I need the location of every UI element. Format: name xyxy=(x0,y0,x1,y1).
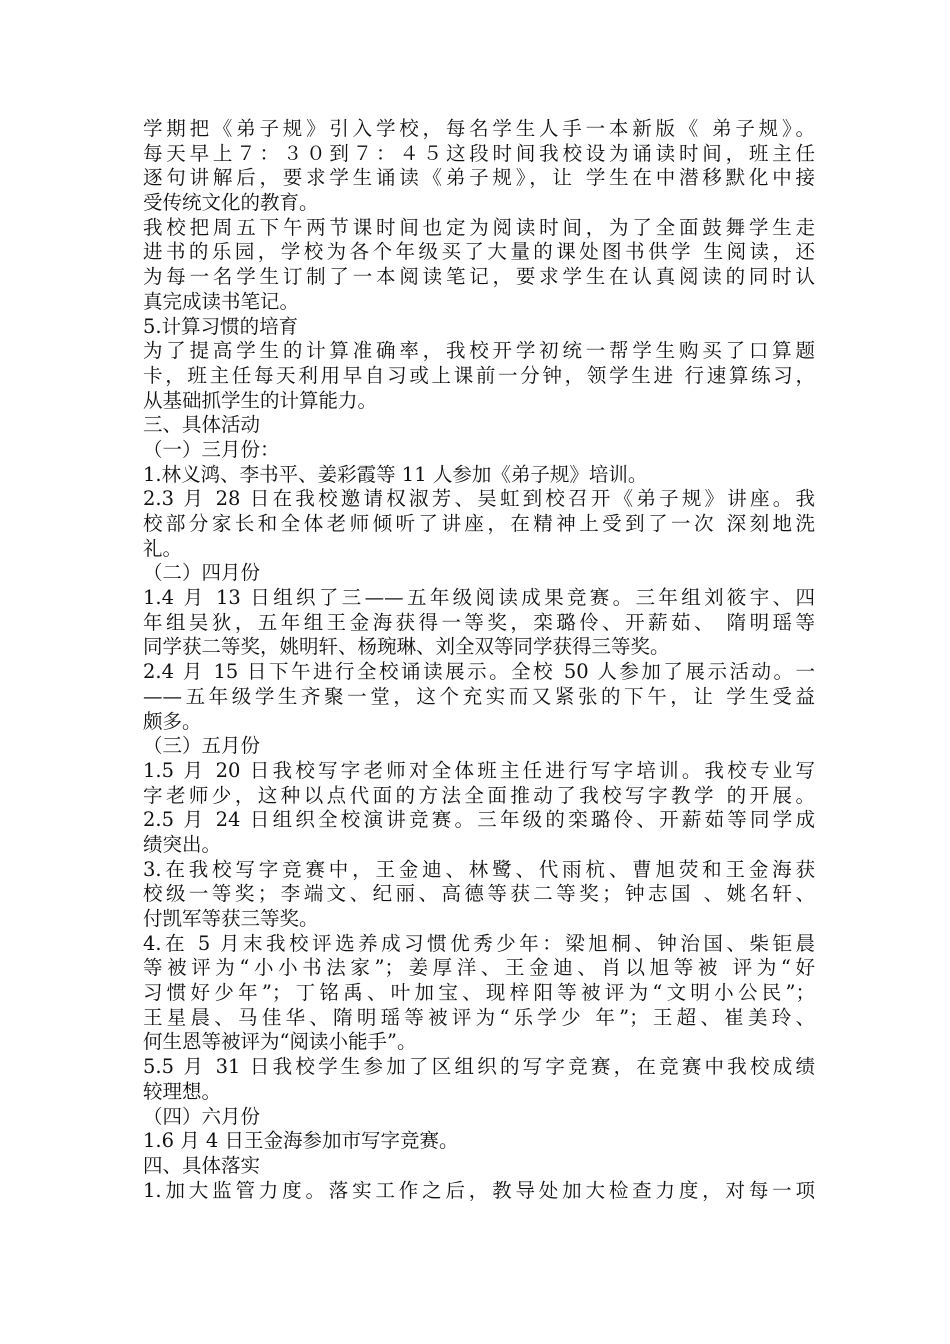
text-line: 4.在 5 月末我校评选养成习惯优秀少年：梁旭桐、钟治国、柴钜晨 xyxy=(143,931,815,955)
text-line: 2.5 月 24 日组织全校演讲竞赛。三年级的栾璐伶、开薪茹等同学成 xyxy=(143,808,815,832)
section-heading: 三、具体活动 xyxy=(143,413,261,437)
text-line: 1.林义鸿、李书平、姜彩霞等 11 人参加《弟子规》培训。 xyxy=(143,462,648,486)
text-line: 王星晨、马佳华、隋明瑶等被评为“乐学少 年”；王超、崔美玲、 xyxy=(143,1005,815,1029)
text-line: 进书的乐园，学校为各个年级买了大量的课处图书供学 生阅读，还 xyxy=(143,240,815,264)
text-line: 颇多。 xyxy=(143,709,202,733)
text-line: 我校把周五下午两节课时间也定为阅读时间，为了全面鼓舞学生走 xyxy=(143,215,815,239)
text-line: 何生恩等被评为“阅读小能手”。 xyxy=(143,1030,417,1054)
text-line: 受传统文化的教育。 xyxy=(143,191,319,215)
text-line: 2.4 月 15 日下午进行全校诵读展示。全校 50 人参加了展示活动。一 xyxy=(143,660,815,684)
subsection-heading: （三）五月份 xyxy=(143,734,261,758)
text-line: 从基础抓学生的计算能力。 xyxy=(143,388,378,412)
text-line: 真完成读书笔记。 xyxy=(143,289,300,313)
text-line: ——五年级学生齐聚一堂，这个充实而又紧张的下午，让 学生受益 xyxy=(143,684,815,708)
text-line: 卡，班主任每天利用早自习或上课前一分钟，领学生进 行速算练习， xyxy=(143,363,815,387)
text-line: 等被评为“小小书法家”；姜厚洋、王金迪、肖以旭等被 评为“好 xyxy=(143,956,815,980)
text-line: 年组吴狄，五年组王金海获得一等奖，栾璐伶、开薪茹、 隋明瑶等 xyxy=(143,610,815,634)
text-line: 习惯好少年”；丁铭禹、叶加宝、现梓阳等被评为“文明小公民”； xyxy=(143,981,815,1005)
text-line: 字老师少，这种以点代面的方法全面推动了我校写字教学 的开展。 xyxy=(143,783,815,807)
text-line: 礼。 xyxy=(143,536,183,560)
text-line: 1.6 月 4 日王金海参加市写字竞赛。 xyxy=(143,1129,459,1153)
text-line: 为每一名学生订制了一本阅读笔记，要求学生在认真阅读的同时认 xyxy=(143,265,815,289)
text-line: 绩突出。 xyxy=(143,832,222,856)
text-line: 为了提高学生的计算准确率，我校开学初统一帮学生购买了口算题 xyxy=(143,339,815,363)
text-line: 1.5 月 20 日我校写字老师对全体班主任进行写字培训。我校专业写 xyxy=(143,758,815,782)
section-heading: 5.计算习惯的培育 xyxy=(143,314,299,338)
text-line: 3.在我校写字竞赛中，王金迪、林鹭、代雨杭、曹旭荧和王金海获 xyxy=(143,857,815,881)
text-line: 2.3 月 28 日在我校邀请权淑芳、吴虹到校召开《弟子规》讲座。我 xyxy=(143,487,815,511)
text-line: 每天早上７：３０到７：４５这段时间我校设为诵读时间，班主任 xyxy=(143,141,815,165)
text-line: 学期把《弟子规》引入学校，每名学生人手一本新版《 弟子规》。 xyxy=(143,117,815,140)
text-line: 1.加大监管力度。落实工作之后，教导处加大检查力度，对每一项 xyxy=(143,1178,815,1202)
document-body xyxy=(143,117,815,1203)
subsection-heading: （四）六月份 xyxy=(143,1104,261,1128)
text-line: 付凯军等获三等奖。 xyxy=(143,907,319,930)
text-line: 1.4 月 13 日组织了三——五年级阅读成果竞赛。三年组刘筱宇、四 xyxy=(143,586,815,610)
text-line: 同学获二等奖，姚明轩、杨琬琳、刘全双等同学获得三等奖。 xyxy=(143,635,670,659)
text-line: 逐句讲解后，要求学生诵读《弟子规》，让 学生在中潜移默化中接 xyxy=(143,166,815,190)
text-line: 较理想。 xyxy=(143,1079,222,1103)
section-heading: 四、具体落实 xyxy=(143,1153,261,1177)
subsection-heading: （一）三月份： xyxy=(143,437,280,461)
text-line: 校部分家长和全体老师倾听了讲座，在精神上受到了一次 深刻地洗 xyxy=(143,512,815,535)
text-line: 5.5 月 31 日我校学生参加了区组织的写字竞赛，在竞赛中我校成绩 xyxy=(143,1055,815,1079)
text-line: 校级一等奖；李端文、纪丽、高德等获二等奖；钟志国 、姚名轩、 xyxy=(143,882,815,906)
subsection-heading: （二）四月份 xyxy=(143,561,261,585)
